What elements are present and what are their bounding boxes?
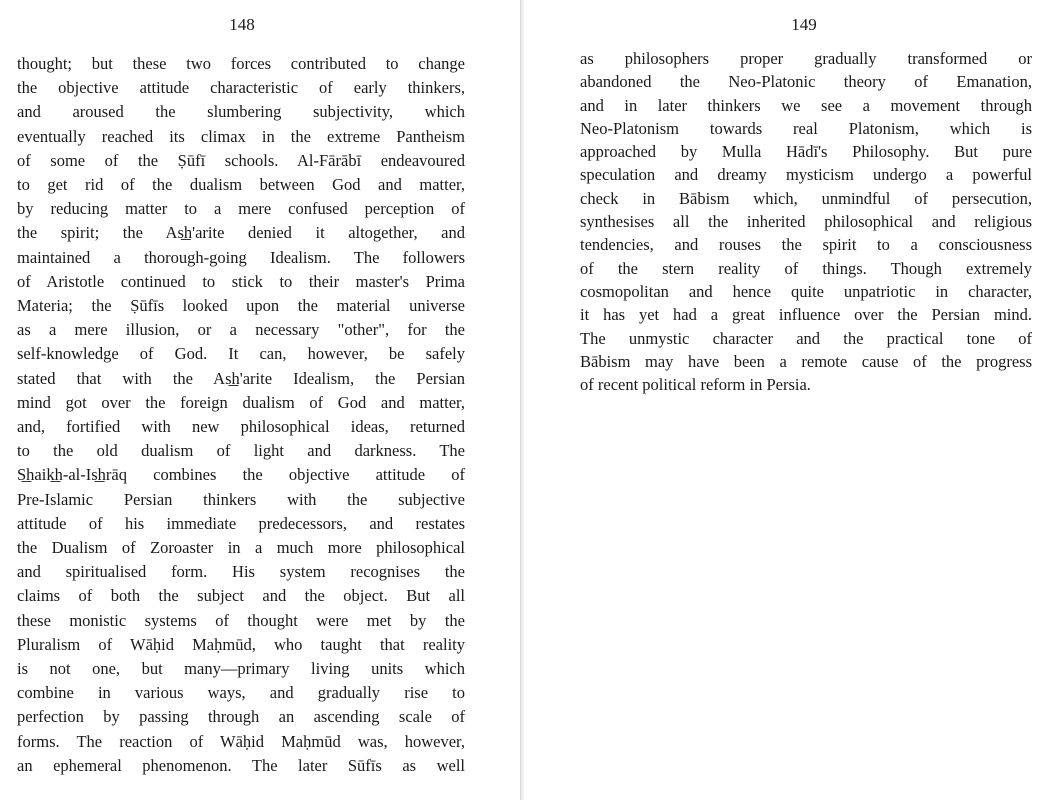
text-line: and aroused the slumbering subjectivity, which [17,102,465,122]
text-line: Materia; the Ṣūfīs looked upon the material universe [17,296,465,316]
text-line: S͟haik͟h-al-Is͟hrāq combines the objective attitude of [17,465,465,485]
text-line: attitude of his immediate predecessors, and restates [17,513,465,533]
text-line: eventually reached its climax in the extreme Pantheism [17,126,465,146]
text-line: mind got over the foreign dualism of God and matter, [17,392,465,412]
text-line: tendencies, and rouses the spirit to a consciousness [580,235,1032,255]
text-line: abandoned the Neo-Platonic theory of Emanation, [580,72,1032,92]
text-line: an ephemeral phenomenon. The later Sūfīs as well [17,755,465,775]
text-line: and spiritualised form. His system recognises the [17,562,465,582]
text-line: is not one, but many—primary living units which [17,659,465,679]
page-body-text [17,52,465,778]
text-line: forms. The reaction of Wāḥid Maḥmūd was, however, [17,731,465,751]
text-line: synthesises all the inherited philosophical and religious [580,212,1032,232]
text-line: of Aristotle continued to stick to their master's Prima [17,271,465,291]
text-line: of the stern reality of things. Though extremely [580,258,1032,278]
text-line: the objective attitude characteristic of early thinkers, [17,78,465,98]
text-line: of recent political reform in Persia. [580,375,811,395]
page-number: 148 [229,15,255,34]
text-line: stated that with the As͟h'arite Idealism, the Persian [17,368,465,388]
text-line: check in Bābism which, unmindful of persecution, [580,188,1032,208]
text-line: as philosophers proper gradually transformed or [580,49,1032,68]
text-line: it has yet had a great influence over the Persian mind. [580,305,1032,325]
text-line: The unmystic character and the practical tone of [580,328,1032,348]
text-line: self-knowledge of God. It can, however, be safely [17,344,465,364]
text-line: Bābism may have been a remote cause of the progress [580,351,1032,371]
text-line: Pluralism of Wāḥid Maḥmūd, who taught that reality [17,634,465,654]
text-line: and in later thinkers we see a movement through [580,95,1032,115]
text-line: Pre-Islamic Persian thinkers with the subjective [17,489,465,509]
text-line: these monistic systems of thought were met by the [17,610,465,630]
page-body-text [580,47,1032,396]
text-line: to get rid of the dualism between God and matter, [17,175,465,195]
text-line: thought; but these two forces contributed to change [17,54,465,73]
page-number: 149 [791,15,817,34]
text-line: claims of both the subject and the object. But all [17,586,465,606]
text-line: approached by Mulla Hādī's Philosophy. But pure [580,142,1032,162]
text-line: cosmopolitan and hence quite unpatriotic in character, [580,281,1032,301]
text-line: the Dualism of Zoroaster in a much more philosophical [17,538,465,558]
text-line: speculation and dreamy mysticism undergo a powerful [580,165,1032,185]
text-line: perfection by passing through an ascending scale of [17,707,465,727]
text-line: and, fortified with new philosophical ideas, returned [17,417,465,437]
text-line: to the old dualism of light and darkness. The [17,441,465,461]
text-line: by reducing matter to a mere confused perception of [17,199,465,219]
text-line: of some of the Ṣūfī schools. Al-Fārābī endeavoured [17,150,465,170]
text-line: as a mere illusion, or a necessary "other", for the [17,320,465,340]
text-line: combine in various ways, and gradually rise to [17,683,465,703]
text-line: Neo-Platonism towards real Platonism, which is [580,118,1032,138]
text-line: the spirit; the As͟h'arite denied it altogether, and [17,223,465,243]
right-page [524,0,1050,800]
left-page [0,0,520,800]
text-line: maintained a thorough-going Idealism. The followers [17,247,465,267]
